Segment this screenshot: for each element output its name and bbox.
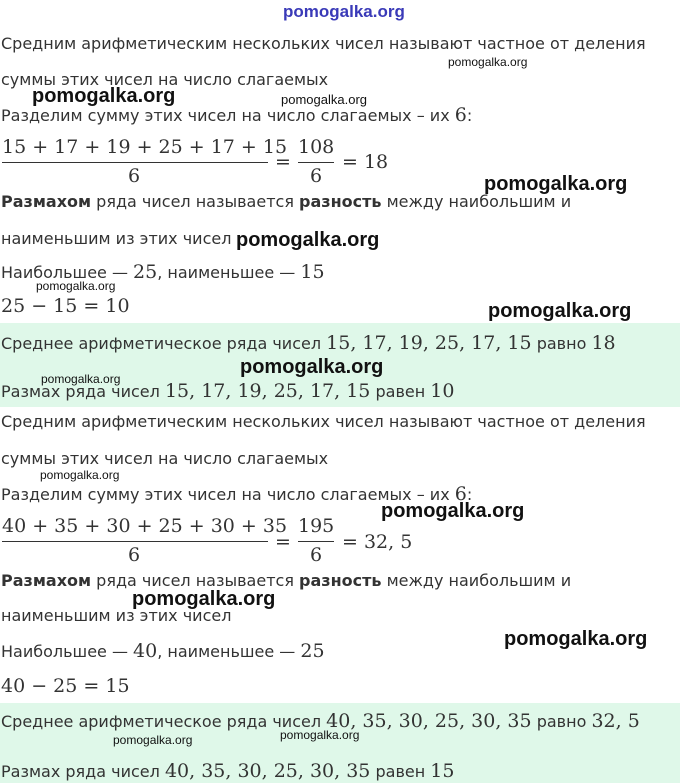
mean-answer-value: 18 — [591, 332, 616, 354]
mean-answer-verb: равно — [531, 712, 592, 731]
min-value: 25 — [300, 640, 325, 662]
total-bar — [298, 162, 334, 163]
max-value: 25 — [133, 261, 158, 283]
range-calc: 25 − 15 = 10 — [1, 295, 130, 317]
definition-line-1: Средним арифметическим нескольких чисел называют частное от деления — [1, 412, 646, 431]
watermark: pomogalka.org — [488, 300, 632, 322]
watermark: pomogalka.org — [36, 279, 116, 293]
total-numerator: 195 — [298, 515, 335, 537]
max-label: Наибольшее — — [1, 642, 134, 661]
range-answer-list: 40, 35, 30, 25, 30, 35 — [164, 760, 371, 782]
definition-line-1: Средним арифметическим нескольких чисел называют частное от деления — [1, 34, 646, 53]
mean-answer-list: 15, 17, 19, 25, 17, 15 — [326, 332, 532, 354]
term-range: Размахом — [1, 192, 92, 211]
total-denominator: 6 — [310, 544, 323, 566]
watermark: pomogalka.org — [280, 728, 360, 742]
term-count: 6 — [454, 483, 467, 505]
range-answer-text: Размах ряда чисел — [1, 382, 165, 401]
range-answer-value: 15 — [430, 760, 455, 782]
mean-answer — [1, 333, 616, 354]
watermark: pomogalka.org — [132, 588, 276, 610]
watermark: pomogalka.org — [40, 468, 120, 482]
watermark-top: pomogalka.org — [283, 2, 405, 21]
mean-answer-text: Среднее арифметическое ряда чисел — [1, 334, 327, 353]
range-definition-2: наименьшим из этих чисел — [1, 229, 232, 248]
total-bar — [298, 541, 334, 542]
max-value: 40 — [133, 640, 158, 662]
term-range: Размахом — [1, 571, 92, 590]
mean-answer-list: 40, 35, 30, 25, 30, 35 — [326, 710, 532, 732]
range-answer-text: Размах ряда чисел — [1, 762, 165, 781]
definition-line-2: суммы этих чисел на число слагаемых — [1, 449, 329, 468]
min-value: 15 — [300, 261, 325, 283]
mean-answer-verb: равно — [531, 334, 592, 353]
definition-line-2: суммы этих чисел на число слагаемых — [1, 70, 329, 89]
mean-answer-value: 32, 5 — [591, 710, 640, 732]
divide-intro-text: Разделим сумму этих чисел на число слагаемых – их — [1, 485, 455, 504]
range-calc: 40 − 25 = 15 — [1, 675, 130, 697]
max-min-line — [1, 641, 325, 662]
range-answer-list: 15, 17, 19, 25, 17, 15 — [164, 380, 371, 402]
range-text-1: ряда чисел называется — [91, 571, 300, 590]
range-definition-2: наименьшим из этих чисел — [1, 606, 232, 625]
divide-intro — [1, 105, 472, 126]
fraction-denominator: 6 — [128, 165, 141, 187]
divide-intro-text: Разделим сумму этих чисел на число слагаемых – их — [1, 106, 455, 125]
watermark: pomogalka.org — [32, 85, 176, 107]
fraction-sum — [2, 515, 288, 567]
watermark: pomogalka.org — [240, 356, 384, 378]
range-answer — [1, 761, 454, 782]
equals-sign: = — [275, 531, 291, 553]
mean-answer-text: Среднее арифметическое ряда чисел — [1, 712, 327, 731]
fraction-denominator: 6 — [128, 544, 141, 566]
range-text-2: между наибольшим и — [381, 571, 572, 590]
fraction-total — [298, 136, 338, 188]
fraction-sum — [2, 136, 288, 188]
watermark: pomogalka.org — [448, 55, 528, 69]
mean-result: = 18 — [342, 151, 389, 173]
term-difference: разность — [299, 192, 382, 211]
range-text-1: ряда чисел называется — [91, 192, 300, 211]
range-answer-verb: равен — [370, 762, 431, 781]
term-difference: разность — [299, 571, 382, 590]
mean-result: = 32, 5 — [342, 531, 413, 553]
total-denominator: 6 — [310, 165, 323, 187]
watermark: pomogalka.org — [281, 92, 367, 107]
watermark: pomogalka.org — [484, 173, 628, 195]
total-numerator: 108 — [298, 136, 335, 158]
term-count: 6 — [454, 104, 467, 126]
watermark: pomogalka.org — [381, 500, 525, 522]
range-answer-verb: равен — [370, 382, 431, 401]
range-definition-1 — [1, 571, 571, 591]
equals-sign: = — [275, 151, 291, 173]
watermark: pomogalka.org — [236, 229, 380, 251]
watermark: pomogalka.org — [41, 372, 121, 386]
range-answer-value: 10 — [430, 380, 455, 402]
max-label: Наибольшее — — [1, 263, 134, 282]
fraction-bar — [2, 162, 268, 163]
fraction-numerator: 40 + 35 + 30 + 25 + 30 + 35 — [2, 515, 288, 537]
fraction-total — [298, 515, 338, 567]
fraction-bar — [2, 541, 268, 542]
range-text-2: между наибольшим и — [381, 192, 572, 211]
colon: : — [466, 485, 473, 504]
min-label: , наименьшее — — [157, 642, 301, 661]
watermark: pomogalka.org — [504, 628, 648, 650]
colon: : — [466, 106, 473, 125]
min-label: , наименьшее — — [157, 263, 301, 282]
fraction-numerator: 15 + 17 + 19 + 25 + 17 + 15 — [2, 136, 288, 158]
watermark: pomogalka.org — [113, 733, 193, 747]
